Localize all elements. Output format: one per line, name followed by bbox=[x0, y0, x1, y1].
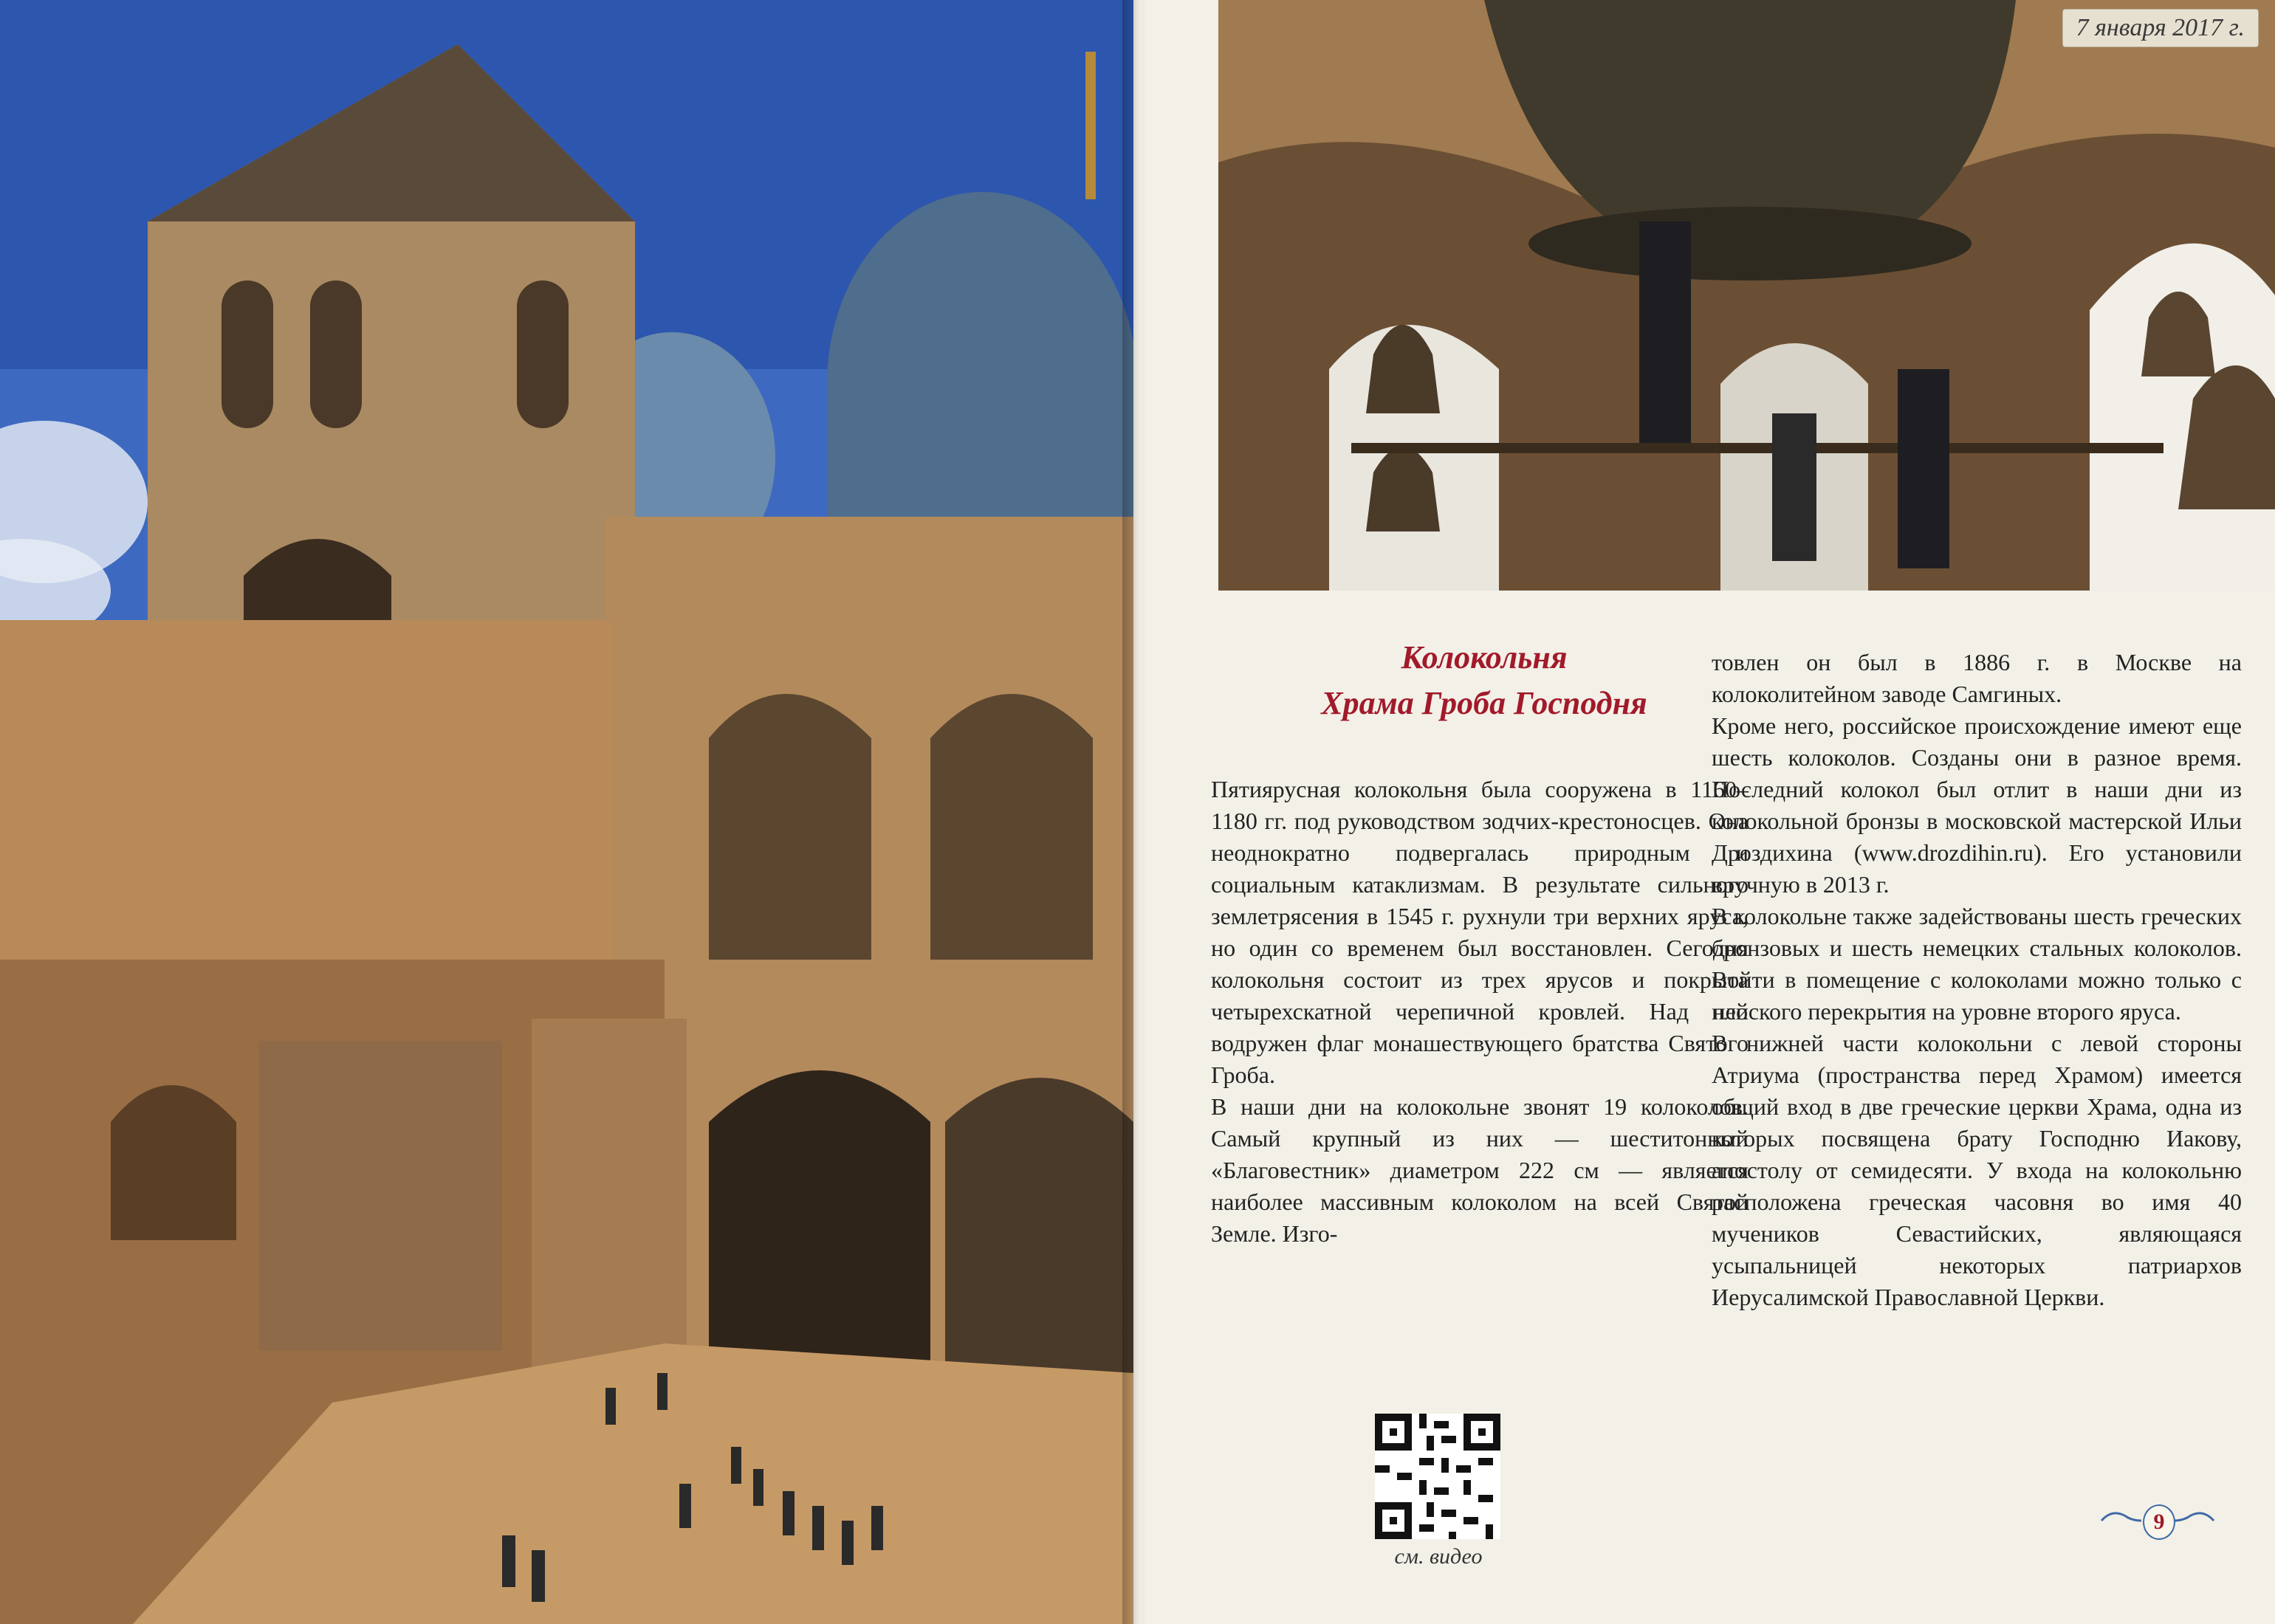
title-line-2: Храма Гроба Господня bbox=[1321, 685, 1647, 721]
paragraph: В наши дни на колокольне звонят 19 колоколов. Самый крупный из них — шеститонный «Благовестник» диаметром 222 см — является наиболее массивным колоколом на всей Святой Земле. Изго- bbox=[1211, 1093, 1749, 1247]
issue-date-badge: 7 января 2017 г. bbox=[2062, 9, 2259, 47]
title-line-1: Колокольня bbox=[1401, 639, 1568, 675]
bell-tower-photo bbox=[1218, 0, 2275, 591]
church-courtyard-photo bbox=[0, 0, 1133, 1624]
paragraph: товлен он был в 1886 г. в Москве на колоколитейном заводе Самгиных. bbox=[1712, 649, 2242, 707]
page-number-ornament bbox=[2099, 1504, 2217, 1537]
paragraph: В колокольне также задействованы шесть греческих бронзовых и шесть немецких стальных колоколов. Войти в помещение с колоколами можно только с плоского перекрытия на уровне второго яруса. bbox=[1712, 903, 2242, 1025]
qr-caption: см. видео bbox=[1394, 1544, 1483, 1569]
paragraph: В нижней части колокольни с левой стороны Атриума (пространства перед Храмом) имеется общий вход в две греческие церкви Храма, одна из которых посвящена брату Господню Иакову, апостолу от семидесяти. У входа на колокольню расположена греческая часовня во имя 40 мучеников Севастийских, являющаяся усыпальницей некоторых патриархов Иерусалимской Православной Церкви. bbox=[1712, 1030, 2242, 1310]
text-column-left bbox=[1211, 774, 1749, 1250]
text-column-right bbox=[1712, 647, 2242, 1313]
article-title bbox=[1218, 635, 1750, 726]
paragraph: Пятиярусная колокольня была сооружена в 1160–1180 гг. под руководством зодчих-крестоносцев. Она неоднократно подвергалась природным и социальным катаклизмам. В результате сильного землетрясения в 1545 г. рухнули три верхних яруса, но один со временем был восстановлен. Сегодня колокольня состоит из трех ярусов и покрыта четырехскатной черепичной кровлей. Над ней водружен флаг монашествующего братства Святого Гроба. bbox=[1211, 776, 1749, 1088]
paragraph: Кроме него, российское происхождение имеют еще шесть колоколов. Созданы они в разное время. Последний колокол был отлит в наши дни из колокольной бронзы в московской мастерской Ильи Дроздихина (www.drozdihin.ru). Его установили вручную в 2013 г. bbox=[1712, 712, 2242, 898]
qr-code[interactable] bbox=[1375, 1414, 1500, 1539]
page-number: 9 bbox=[2143, 1504, 2175, 1540]
